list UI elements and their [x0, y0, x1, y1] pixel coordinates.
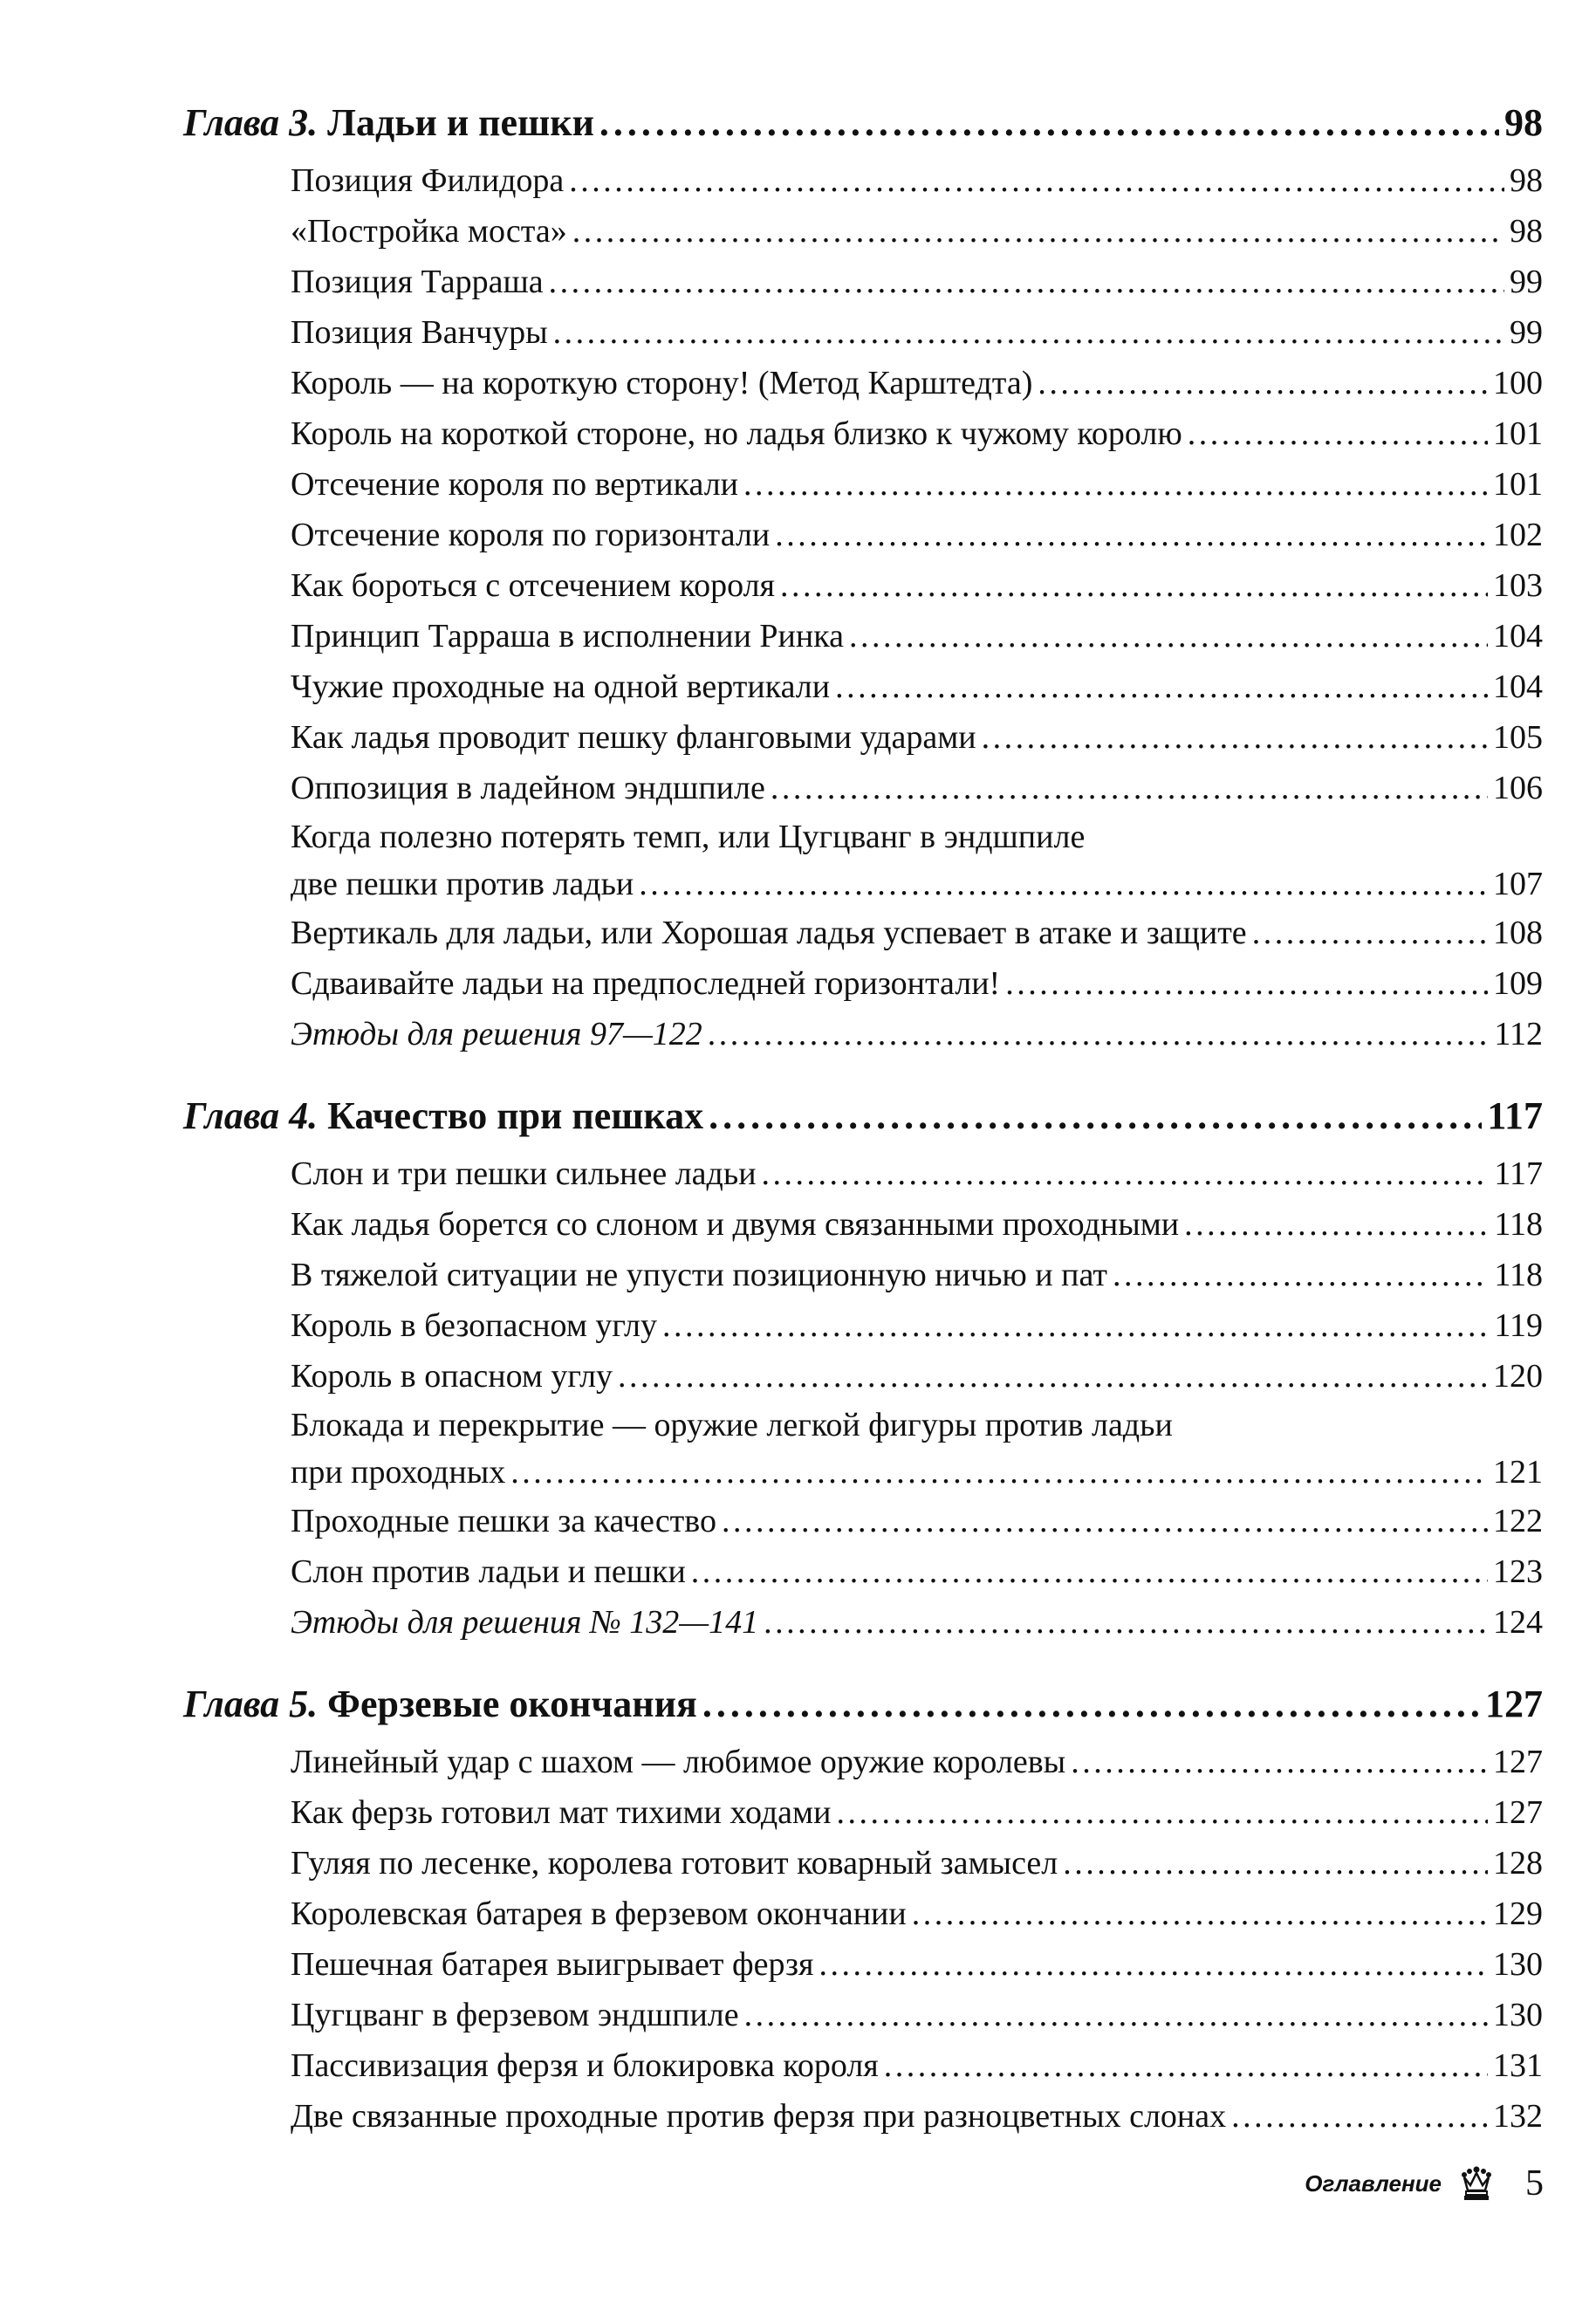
- entry-title: Как ладья борется со слоном и двумя связанными проходными: [291, 1206, 1180, 1243]
- chapter-section: [183, 94, 1543, 1059]
- chapter-heading: [183, 1087, 1543, 1145]
- dot-leader: [572, 206, 1504, 257]
- chess-queen-icon: [1457, 2164, 1496, 2203]
- toc-entry: [291, 1597, 1543, 1648]
- entry-page: 109: [1493, 965, 1543, 1002]
- entry-title: Слон против ладьи и пешки: [291, 1553, 686, 1590]
- entry-page: 105: [1493, 719, 1543, 756]
- toc-entry: [291, 763, 1543, 813]
- entry-page: 122: [1493, 1503, 1543, 1539]
- entry-title: Две связанные проходные против ферзя при разноцветных слонах: [291, 2098, 1227, 2135]
- dot-leader: [662, 1300, 1489, 1351]
- entry-title: Когда полезно потерять темп, или Цугцванг в эндшпиле: [291, 819, 1086, 855]
- dot-leader: [1071, 1737, 1488, 1787]
- entry-page: 108: [1493, 915, 1543, 951]
- entry-title: Отсечение короля по вертикали: [291, 466, 738, 503]
- entry-page: 107: [1493, 866, 1543, 902]
- dot-leader: [1252, 908, 1488, 958]
- entry-page: 127: [1493, 1744, 1543, 1780]
- entry-page: 128: [1493, 1845, 1543, 1882]
- entry-title: Король — на короткую сторону! (Метод Карштедта): [291, 365, 1033, 401]
- entry-title: Как бороться с отсечением короля: [291, 567, 776, 604]
- entry-title: Чужие проходные на одной вертикали: [291, 668, 831, 705]
- entry-page: 102: [1493, 517, 1543, 553]
- chapter-page: 127: [1485, 1683, 1543, 1725]
- dot-leader: [599, 94, 1499, 152]
- chapter-title: Ферзевые окончания: [327, 1683, 697, 1725]
- toc-entry: [291, 1250, 1543, 1300]
- toc-entry: [291, 257, 1543, 307]
- entry-title: Отсечение короля по горизонтали: [291, 517, 771, 553]
- chapter-title: Качество при пешках: [327, 1094, 704, 1137]
- dot-leader: [884, 2040, 1488, 2091]
- dot-leader: [618, 1351, 1488, 1402]
- dot-leader: [1113, 1250, 1489, 1300]
- toc-entry: [291, 206, 1543, 257]
- dot-leader: [764, 1597, 1488, 1648]
- toc-entry: [291, 611, 1543, 662]
- entry-title: Сдваивайте ладьи на предпоследней горизонтали!: [291, 965, 1001, 1002]
- entry-page: 103: [1493, 567, 1543, 604]
- entry-page: 130: [1493, 1946, 1543, 1983]
- chapter-heading: [183, 94, 1543, 152]
- running-header-label: Оглавление: [1305, 2170, 1442, 2197]
- entry-page: 132: [1493, 2098, 1543, 2135]
- dot-leader: [709, 1087, 1482, 1145]
- entry-title: Гуляя по лесенке, королева готовит коварный замысел: [291, 1845, 1058, 1882]
- entry-title: Как ладья проводит пешку фланговыми ударами: [291, 719, 976, 756]
- dot-leader: [836, 1787, 1488, 1838]
- entry-page: 101: [1493, 415, 1543, 452]
- dot-leader: [1038, 358, 1488, 408]
- entry-title: Король в безопасном углу: [291, 1307, 657, 1344]
- chapter-section: [183, 1676, 1543, 2142]
- entry-page: 123: [1493, 1553, 1543, 1590]
- toc-entry: [291, 510, 1543, 560]
- dot-leader: [691, 1546, 1488, 1597]
- entry-title: Пешечная батарея выигрывает ферзя: [291, 1946, 814, 1983]
- dot-leader: [762, 1148, 1490, 1199]
- chapter-number: Глава 5.: [183, 1683, 319, 1725]
- dot-leader: [743, 459, 1488, 510]
- dot-leader: [1184, 1199, 1489, 1250]
- entry-page: 104: [1493, 618, 1543, 655]
- toc-entry: [291, 1300, 1543, 1351]
- entry-page: 98: [1510, 213, 1543, 250]
- toc-entry: [291, 307, 1543, 358]
- entry-title: Принцип Тарраша в исполнении Ринка: [291, 618, 844, 655]
- entry-page: 118: [1494, 1257, 1543, 1293]
- toc-entry: [291, 1838, 1543, 1889]
- page-number: 5: [1525, 2163, 1544, 2204]
- toc-entry: [291, 155, 1543, 206]
- dot-leader: [1231, 2091, 1488, 2142]
- toc-entry: [291, 1939, 1543, 1990]
- entry-title: Король на короткой стороне, но ладья близко к чужому королю: [291, 415, 1182, 452]
- chapter-number: Глава 4.: [183, 1094, 319, 1137]
- entry-page: 106: [1493, 770, 1543, 806]
- entry-title: «Постройка моста»: [291, 213, 567, 250]
- entry-title: Слон и три пешки сильнее ладьи: [291, 1155, 757, 1192]
- dot-leader: [702, 1676, 1480, 1733]
- entry-title-continued: две пешки против ладьи: [291, 866, 634, 902]
- dot-leader: [835, 662, 1488, 712]
- toc-entry: [291, 1199, 1543, 1250]
- entry-title: Позиция Тарраша: [291, 264, 544, 300]
- toc-entry: [291, 1990, 1543, 2040]
- entry-title: Вертикаль для ладьи, или Хорошая ладья успевает в атаке и защите: [291, 915, 1247, 951]
- toc-entry: [291, 2040, 1543, 2091]
- entry-page: 104: [1493, 668, 1543, 705]
- entry-title: Позиция Филидора: [291, 162, 565, 199]
- dot-leader: [1005, 958, 1488, 1009]
- entry-title: Этюды для решения № 132—141: [291, 1604, 759, 1641]
- toc-entry: [291, 408, 1543, 459]
- chapter-number: Глава 3.: [183, 101, 319, 144]
- entry-page: 130: [1493, 1997, 1543, 2033]
- entry-title: Этюды для решения 97—122: [291, 1016, 702, 1052]
- dot-leader: [982, 712, 1488, 763]
- entry-page: 119: [1494, 1307, 1543, 1344]
- entry-page: 118: [1494, 1206, 1543, 1243]
- dot-leader: [1188, 408, 1488, 459]
- toc-entry: [291, 813, 1543, 908]
- toc-entry: [291, 1737, 1543, 1787]
- toc-entry: [291, 358, 1543, 408]
- entry-page: 101: [1493, 466, 1543, 503]
- dot-leader: [639, 860, 1488, 908]
- entry-title: Блокада и перекрытие — оружие легкой фигуры против ладьи: [291, 1407, 1173, 1443]
- entry-title: Королевская батарея в ферзевом окончании: [291, 1895, 907, 1932]
- entry-page: 99: [1510, 264, 1543, 300]
- dot-leader: [708, 1009, 1490, 1059]
- toc-entry: [291, 1546, 1543, 1597]
- table-of-contents: [183, 94, 1543, 2170]
- toc-entry: [291, 662, 1543, 712]
- entry-page: 117: [1494, 1155, 1543, 1192]
- entry-title: В тяжелой ситуации не упусти позиционную ничью и пат: [291, 1257, 1107, 1293]
- entry-title: Линейный удар с шахом — любимое оружие королевы: [291, 1744, 1066, 1780]
- toc-entry: [291, 908, 1543, 958]
- toc-entry: [291, 712, 1543, 763]
- dot-leader: [553, 307, 1504, 358]
- chapter-entries: [183, 1737, 1543, 2142]
- dot-leader: [722, 1496, 1488, 1546]
- dot-leader: [912, 1889, 1488, 1939]
- toc-entry: [291, 1009, 1543, 1059]
- toc-entry: [291, 459, 1543, 510]
- entry-title: Как ферзь готовил мат тихими ходами: [291, 1794, 832, 1831]
- toc-entry: [291, 1402, 1543, 1496]
- entry-page: 98: [1510, 162, 1543, 199]
- dot-leader: [775, 510, 1488, 560]
- entry-page: 100: [1493, 365, 1543, 401]
- toc-entry: [291, 1787, 1543, 1838]
- entry-page: 124: [1493, 1604, 1543, 1641]
- entry-title: Король в опасном углу: [291, 1358, 613, 1395]
- dot-leader: [849, 611, 1488, 662]
- chapter-section: [183, 1087, 1543, 1648]
- toc-entry: [291, 1148, 1543, 1199]
- entry-title: Оппозиция в ладейном эндшпиле: [291, 770, 765, 806]
- toc-entry: [291, 1889, 1543, 1939]
- dot-leader: [569, 155, 1504, 206]
- entry-page: 99: [1510, 314, 1543, 351]
- entry-title: Проходные пешки за качество: [291, 1503, 716, 1539]
- toc-entry: [291, 1351, 1543, 1402]
- toc-entry: [291, 1496, 1543, 1546]
- entry-page: 121: [1493, 1454, 1543, 1491]
- entry-page: 129: [1493, 1895, 1543, 1932]
- dot-leader: [771, 763, 1488, 813]
- entry-page: 131: [1493, 2047, 1543, 2084]
- dot-leader: [510, 1449, 1488, 1496]
- toc-entry: [291, 2091, 1543, 2142]
- dot-leader: [1063, 1838, 1488, 1889]
- dot-leader: [819, 1939, 1488, 1990]
- chapter-entries: [183, 155, 1543, 1059]
- chapter-page: 98: [1504, 101, 1543, 144]
- toc-entry: [291, 560, 1543, 611]
- chapter-page: 117: [1487, 1094, 1543, 1137]
- dot-leader: [549, 257, 1504, 307]
- chapter-title: Ладьи и пешки: [327, 101, 594, 144]
- entry-title-continued: при проходных: [291, 1454, 506, 1491]
- entry-page: 112: [1494, 1016, 1543, 1052]
- dot-leader: [780, 560, 1488, 611]
- chapter-heading: [183, 1676, 1543, 1733]
- entry-page: 120: [1493, 1358, 1543, 1395]
- entry-title: Позиция Ванчуры: [291, 314, 548, 351]
- entry-title: Цугцванг в ферзевом эндшпиле: [291, 1997, 739, 2033]
- chapter-entries: [183, 1148, 1543, 1648]
- toc-entry: [291, 958, 1543, 1009]
- dot-leader: [744, 1990, 1488, 2040]
- page-footer: [1305, 2163, 1544, 2204]
- entry-title: Пассивизация ферзя и блокировка короля: [291, 2047, 879, 2084]
- entry-page: 127: [1493, 1794, 1543, 1831]
